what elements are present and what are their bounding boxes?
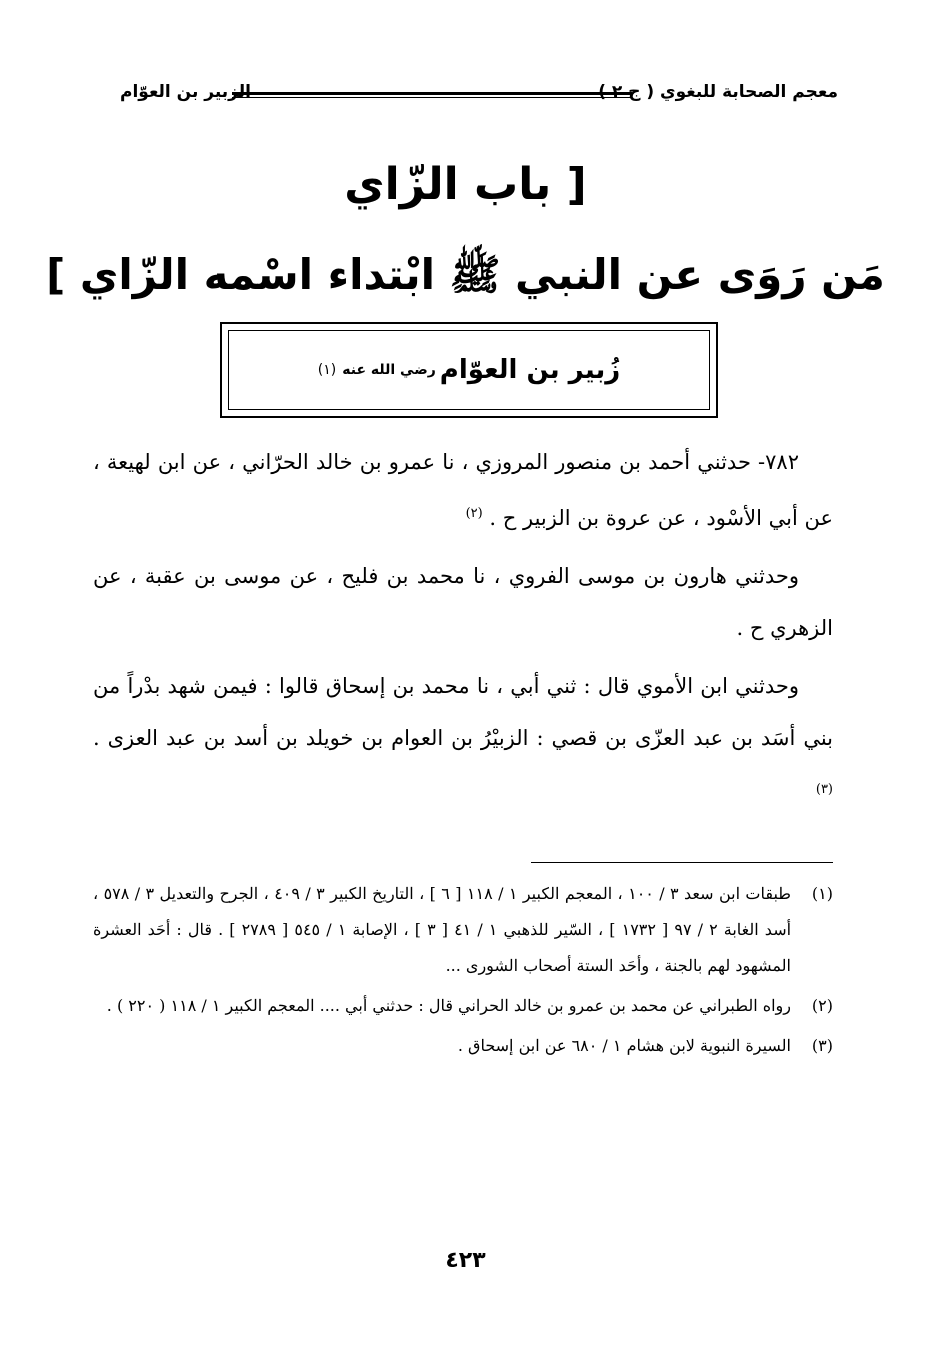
note-ref: (٣) [815,782,833,797]
honorific: رضي الله عنه [342,362,436,378]
footnotes [93,876,833,1068]
paragraph-text: وحدثني هارون بن موسى الفروي ، نا محمد بن فليح ، عن موسى بن عقبة ، عن الزهري ح . [93,564,833,640]
paragraph-text: وحدثني ابن الأموي قال : ثني أبي ، نا محمد بن إسحاق قالوا : فيمن شهد بدْراً من بني أسَد بن عبد العزّى بن قصي : الزبيْرُ بن العوام بن خويلد بن أسد بن عبد العزى . [93,674,833,750]
paragraph [93,660,833,820]
paragraph-text: ٧٨٢- حدثني أحمد بن منصور المروزي ، نا عمرو بن خالد الحرّاني ، عن ابن لهيعة ، عن أبي الأسْود ، عن عروة بن الزبير ح . [93,450,833,530]
footnote-text: رواه الطبراني عن محمد بن عمرو بن خالد الحراني قال : حدثني أبي .... المعجم الكبير ١ / ١١٨ ( ٢٢٠ ) . [106,996,791,1015]
entry-name-box [220,322,718,418]
note-ref: (٢) [465,506,483,521]
footnote-text: طبقات ابن سعد ٣ / ١٠٠ ، المعجم الكبير ١ / ١١٨ [ ٦ ] ، التاريخ الكبير ٣ / ٤٠٩ ، الجرح والتعديل ٣ / ٥٧٨ ، أسد الغابة ٢ / ٩٧ [ ١٧٣٢ ] ، السّير للذهبي ١ / ٤١ [ ٣ ] ، الإصابة ١ / ٥٤٥ [ ٢٧٨٩ ] . قال : أحَد العشرة المشهود لهم بالجنة ، وأحَد الستة أصحاب الشورى ... [93,884,792,975]
footnote [93,1028,833,1064]
footnote [93,988,833,1024]
paragraph [93,436,833,544]
footnote-rule [531,862,833,863]
footnote [93,876,833,984]
section-title: مَن رَوَى عن النبي ﷺ ابْتداء اسْمه الزّاي ] [46,250,885,299]
footnote-text: السيرة النبوية لابن هشام ١ / ٦٨٠ عن ابن إسحاق . [457,1036,791,1055]
chapter-title: [ باب الزّاي [344,159,587,210]
paragraph [93,550,833,654]
footnote-number: (٢) [811,996,833,1015]
footnote-number: (٣) [811,1036,833,1055]
entry-title: الزبير بن العوّام [120,82,251,102]
footnote-number: (١) [811,884,833,903]
running-header [120,78,838,114]
book-title: معجم الصحابة للبغوي ( ج ٢ ) [598,82,838,102]
entry-note-ref: (١) [317,362,337,378]
entry-name: زُبير بن العوّام [439,355,621,385]
page-number: ٤٢٣ [445,1248,486,1273]
header-rule [232,92,632,98]
entry-name-inner [228,330,710,410]
body-text [93,436,833,826]
